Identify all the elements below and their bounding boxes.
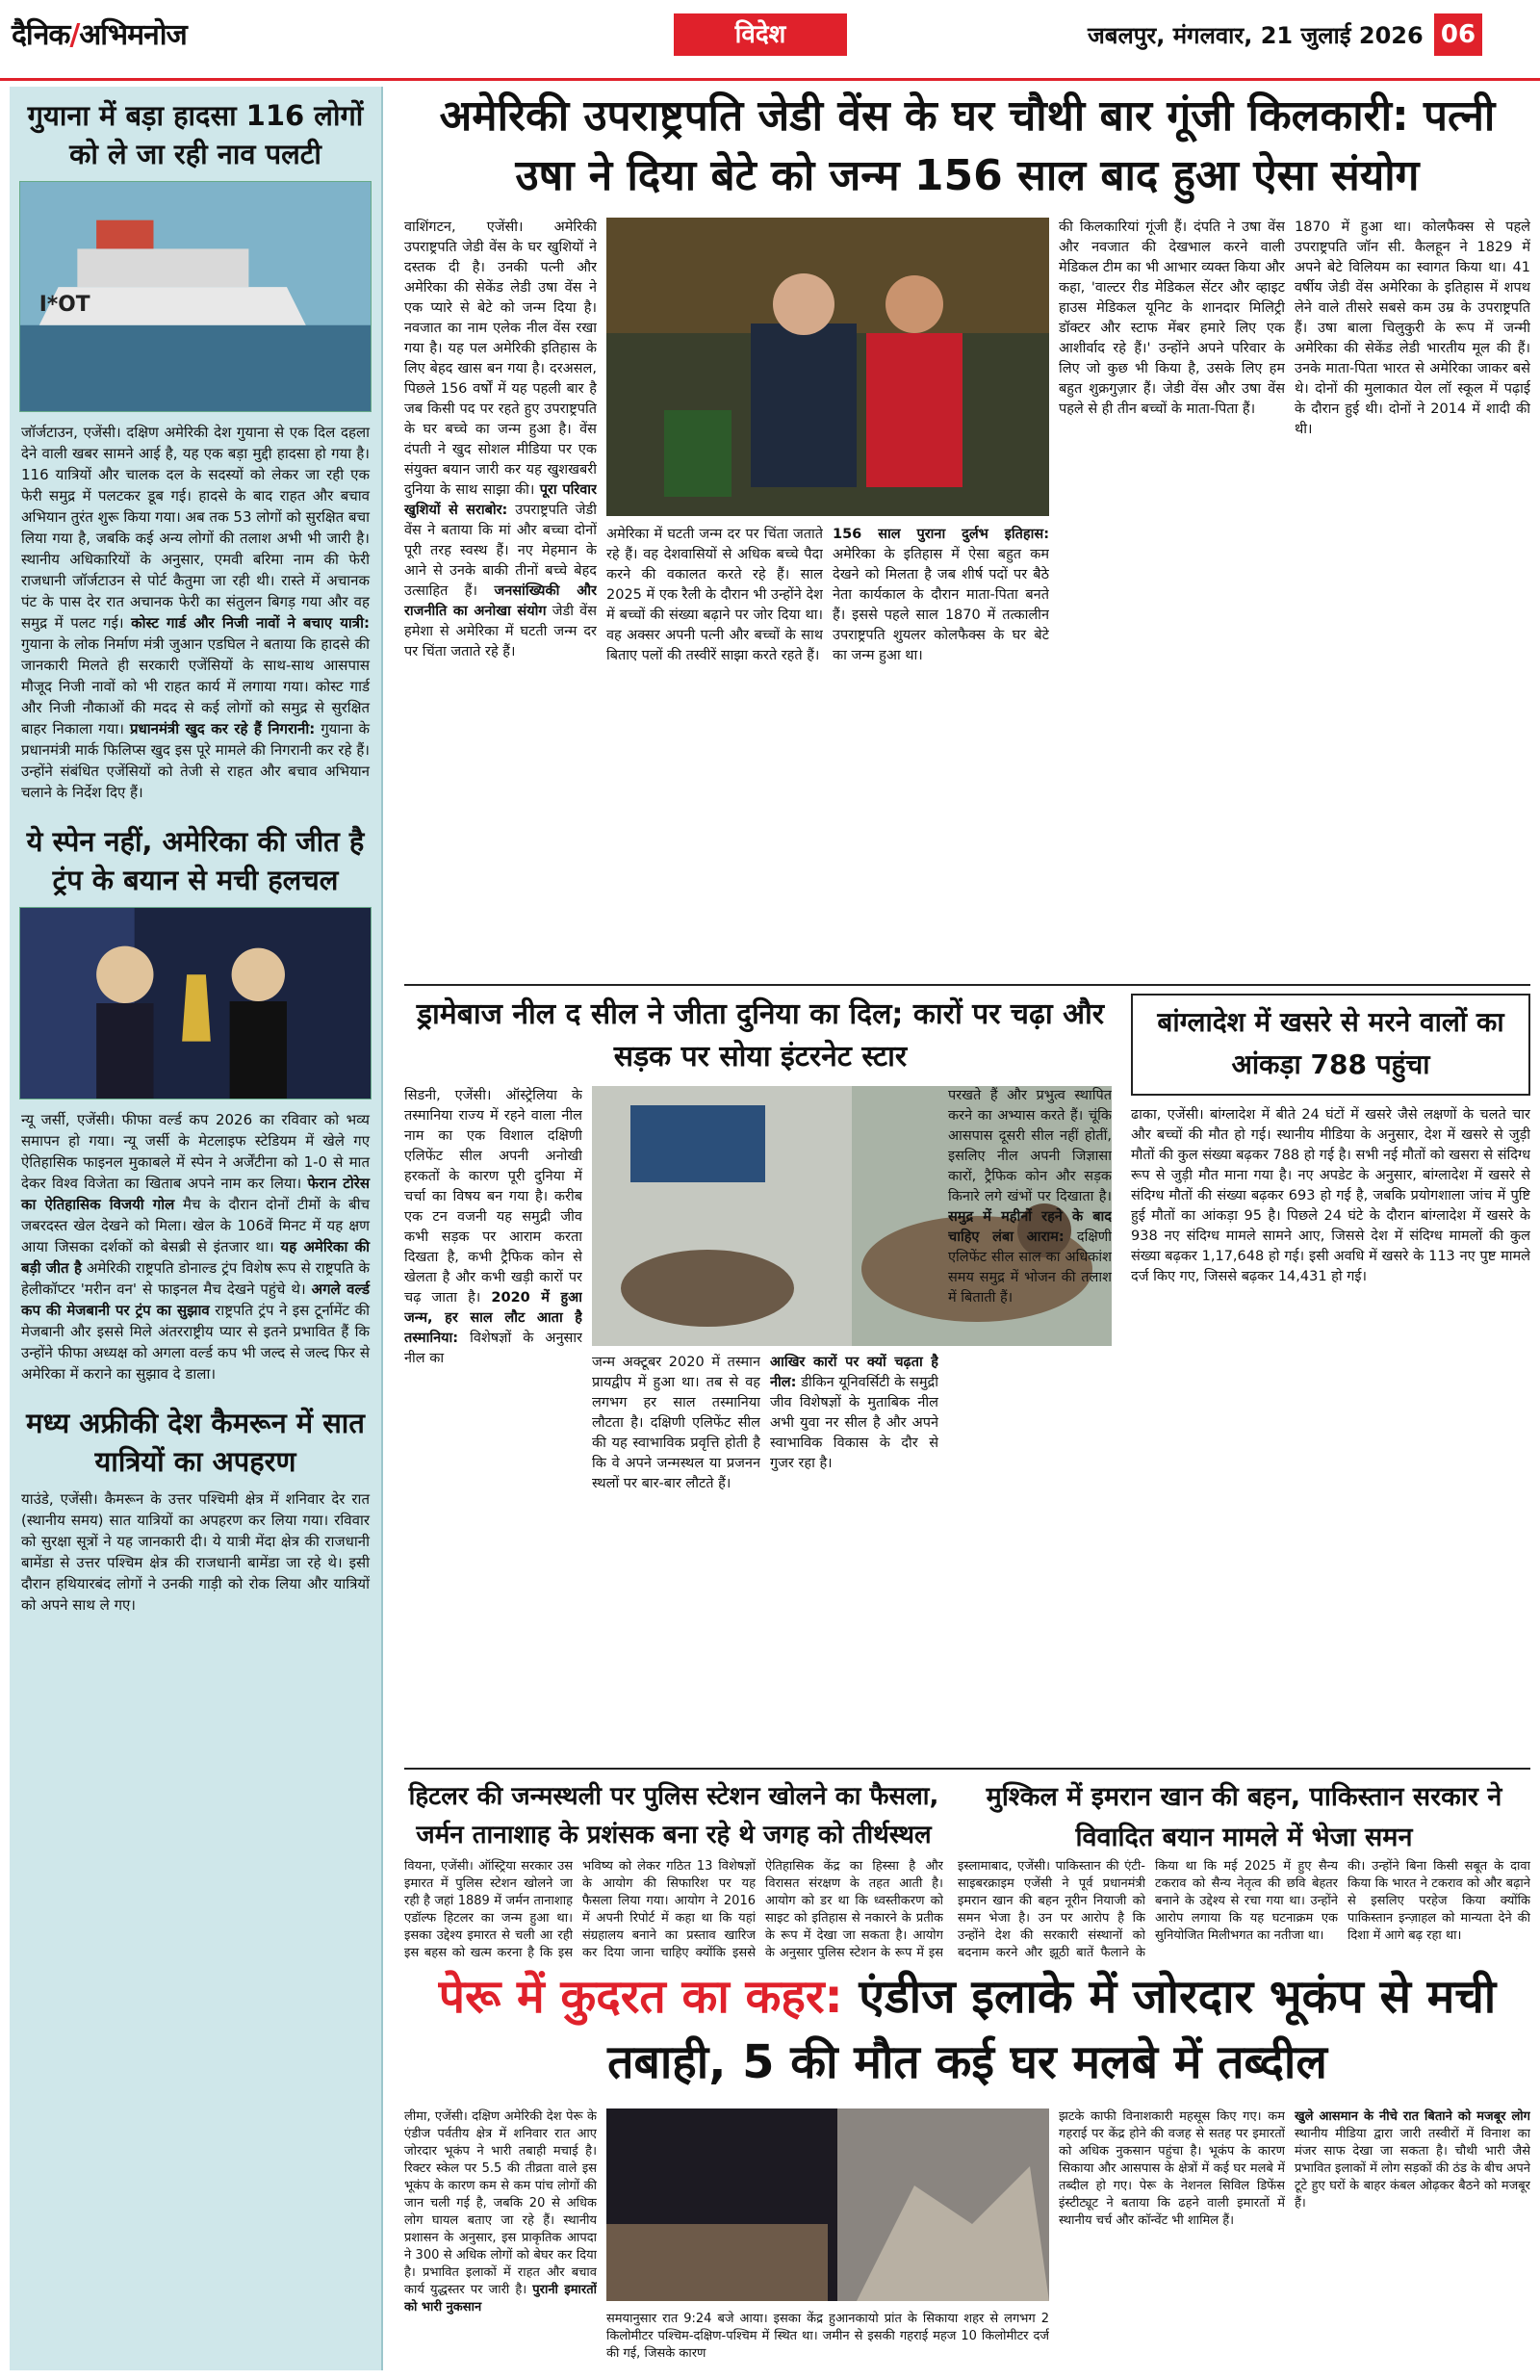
vance-col-3-text: अमेरिका के इतिहास में ऐसा बहुत कम देखने को मिलता है जब शीर्ष पदों पर बैठे नेता कार्यकाल के दौरान माता-पिता बनते हैं। इससे पहले साल 1870 में तत्कालीन उपराष्ट्रपति शुयलर कोलफैक्स के घर बेटे का जन्म हुआ था।	[833, 547, 1049, 663]
seal-col-1b-text: विशेषज्ञों के अनुसार नील का	[404, 1331, 582, 1366]
hitler-col-2	[582, 1858, 756, 1959]
peru-col-4	[1295, 2108, 1530, 2368]
peru-col-3	[1059, 2108, 1285, 2368]
guyana-subhead-2: प्रधानमंत्री खुद कर रहे हैं निगरानी:	[129, 720, 316, 737]
bangladesh-body: ढाका, एजेंसी। बांग्लादेश में बीते 24 घंटों में खसरे जैसे लक्षणों के चलते चार और बच्चों की मौत हो गई। स्थानीय मीडिया के अनुसार, देश में खसरे से जुड़ी मौतों की कुल संख्या बढ़कर 788 हो गई है। सभी नई मौतों को खसरा से संदिग्ध रूप से जुड़ी मौत माना गया है। नए अपडेट के अनुसार, बांग्लादेश में खसरे से संदिग्ध मौतों की संख्या बढ़कर 693 हो गई है, जबकि प्रयोगशाला जांच में पुष्टि हुई मौतों का आंकड़ा 95 है। पिछले 24 घंटे के दौरान बांग्लादेश में खसरे के 938 नए संदिग्ध मामले सामने आए, जिससे देश में संदिग्ध मामलों की कुल संख्या बढ़कर 1,17,648 हो गई। इसी अवधि में खसरे के 113 नए पुष्ट मामले दर्ज किए गए, जिससे बढ़कर 14,431 हो गई।	[1131, 1107, 1530, 1284]
logo-part2: अभिमनोज	[79, 18, 187, 52]
vance-col-4: की किलकारियां गूंजी हैं। दंपति ने उषा वेंस और नवजात की देखभाल करने वाली मेडिकल टीम का भी आभार व्यक्त किया और कहा, 'वाल्टर रीड मेडिकल सेंटर और व्हाइट हाउस मेडिकल यूनिट के शानदार मिलिट्री डॉक्टर और स्टाफ मेंबर हमारे लिए एक आशीर्वाद रहे हैं।' उन्होंने अपने परिवार के लिए जो कुछ भी किया है, उसके लिए हम बहुत शुक्रगुज़ार हैं। जेडी वेंस और उषा वेंस पहले से ही तीन बच्चों के माता-पिता हैं।	[1059, 220, 1285, 417]
vance-col-1	[404, 218, 597, 978]
issue-dateline: जबलपुर, मंगलवार, 21 जुलाई 2026	[1088, 22, 1424, 49]
bangladesh-headline: बांग्लादेश में खसरे से मरने वालों का आंकड़ा 788 पहुंचा	[1157, 1006, 1504, 1080]
trump-headline: ये स्पेन नहीं, अमेरिका की जीत है ट्रंप के बयान से मची हलचल	[26, 825, 365, 896]
vance-subhead-1: पूरा परिवार खुशियों से सराबोर:	[404, 482, 597, 518]
imran-col-2-text: किया था कि मई 2025 में हुए सैन्य टकराव को सैन्य नेतृत्व की छवि बेहतर बनाने के उद्देश्य से रचा गया था। उन्होंने आरोप लगाया कि यह घटनाक्रम एक सुनियोजित मिलीभगत का नतीजा था।	[1155, 1859, 1338, 1943]
hitler-col-2-text: भविष्य को लेकर गठित 13 विशेषज्ञों के आयोग की सिफारिश पर यह फैसला लिया गया। आयोग ने 2016 में अपनी रिपोर्ट में कहा था कि यहां संग्रहालय बनाने का प्रस्ताव खारिज कर दिया जाना चाहिए क्योंकि इससे	[582, 1859, 756, 1959]
divider-2	[404, 1768, 1530, 1770]
seal-col-4b-text: दक्षिणी एलिफेंट सील साल का अधिकांश समय समुद्र में भोजन की तलाश में बिताती हैं।	[948, 1229, 1112, 1306]
peru-col-1	[404, 2108, 597, 2368]
imran-col-3-text: की। उन्होंने बिना किसी सबूत के दावा किया कि भारत ने टकराव को और बढ़ाने से इसलिए परहेज किया क्योंकि पाकिस्तान इन्ज़ाहल को मान्यता देने की दिशा में आगे बढ़ रहा था।	[1348, 1859, 1530, 1943]
guyana-body	[10, 422, 381, 813]
peru-col-3-text: झटके काफी विनाशकारी महसूस किए गए। कम गहराई पर केंद्र होने की वजह से सतह पर इमारतों को अधिक नुकसान पहुंचा है। भूकंप के कारण सिकाया और आसपास के क्षेत्रों में कई घर मलबे में तब्दील हो गए। पेरू के नेशनल सिविल डिफेंस इंस्टीट्यूट ने बताया कि ढहने वाली इमारतों में स्थानीय चर्च और कॉन्वेंट भी शामिल हैं।	[1059, 2109, 1285, 2228]
seal-col-4-text: परखते हैं और प्रभुत्व स्थापित करने का अभ्यास करते हैं। चूंकि आसपास दूसरी सील नहीं होतीं, इसलिए नील अपनी जिज्ञासा कारों, ट्रैफिक कोन और सड़क किनारे लगे खंभों पर दिखाता है।	[948, 1088, 1112, 1204]
imran-col-3	[1348, 1858, 1530, 1959]
page-number: 06	[1434, 13, 1482, 56]
masthead	[0, 0, 1540, 81]
trump-trophy-photo	[19, 907, 372, 1099]
vance-col-1c-text: जेडी वेंस हमेशा से अमेरिका में घटती जन्म दर पर चिंता जताते रहे हैं।	[404, 604, 597, 660]
imran-col-2	[1155, 1858, 1338, 1959]
seal-col-3	[770, 1353, 938, 1757]
guyana-subhead-1: कोस्ट गार्ड और निजी नावों ने बचाए यात्री:	[131, 614, 370, 632]
seal-col-1	[404, 1086, 582, 1760]
imran-headline: मुश्किल में इमरान खान की बहन, पाकिस्तान सरकार ने विवादित बयान मामले में भेजा समन	[986, 1782, 1502, 1852]
newspaper-logo	[12, 13, 187, 53]
hitler-col-3-text: ऐतिहासिक केंद्र का हिस्सा है और विरासत संरक्षण के तहत आती है। आयोग को डर था कि ध्वस्तीकरण को साइट को इतिहास से नकारने के प्रतीक के रूप में देखा जा सकता है। आयोग के अनुसार पुलिस स्टेशन के रूप में इस	[765, 1859, 943, 1959]
imran-col-1-text: इस्लामाबाद, एजेंसी। पाकिस्तान की एंटी-साइबरक्राइम एजेंसी ने पूर्व प्रधानमंत्री इमरान खान की बहन नूरीन नियाजी को समन भेजा है। उन पर आरोप है कि उन्होंने देश की सरकारी संस्थानों को बदनाम करने और झूठी बातें फैलाने के	[958, 1859, 1145, 1959]
section-label: विदेश	[674, 13, 847, 56]
hitler-col-1	[404, 1858, 573, 1959]
cameroon-body: याउंडे, एजेंसी। कैमरून के उत्तर पश्चिमी क्षेत्र में शनिवार देर रात (स्थानीय समय) सात यात्रियों का अपहरण कर लिया गया। रविवार को सुरक्षा सूत्रों ने यह जानकारी दी। ये यात्री मेंदा क्षेत्र की राजधानी बामेंडा से उत्तर पश्चिम क्षेत्र की राजधानी बामेंडा जा रहे थे। इसी दौरान हथियारबंद लोगों ने उनकी गाड़ी को रोक लिया और यात्रियों को अपने साथ ले गए।	[21, 1490, 370, 1614]
seal-headline: ड्रामेबाज नील द सील ने जीता दुनिया का दिल; कारों पर चढ़ा और सड़क पर सोया इंटरनेट स्टार	[416, 997, 1105, 1074]
vance-subhead-2: जनसांख्यिकी और राजनीति का अनोखा संयोग	[404, 583, 597, 619]
peru-subhead-1: पुरानी इमारतों को भारी नुकसान	[404, 2283, 597, 2315]
logo-slash: /	[69, 18, 80, 52]
peru-headline	[404, 1964, 1530, 2095]
peru-col-1-text: लीमा, एजेंसी। दक्षिण अमेरिकी देश पेरू के एंडीज पर्वतीय क्षेत्र में शनिवार रात आए जोरदार भूकंप ने भारी तबाही मचाई है। रिक्टर स्केल पर 5.5 की तीव्रता वाले इस भूकंप के कारण कम से कम पांच लोगों की जान चली गई है, जबकि 20 से अधिक लोग घायल बताए जा रहे हैं। स्थानीय प्रशासन के अनुसार, इस प्राकृतिक आपदा ने 300 से अधिक लोगों को बेघर कर दिया है। प्रभावित इलाकों में राहत और बचाव कार्य युद्धस्तर पर जारी है।	[404, 2109, 597, 2297]
peru-headline-rest: एंडीज इलाके में जोरदार भूकंप से मची तबाही, 5 की मौत कई घर मलबे में तब्दील	[607, 1970, 1497, 2089]
peru-earthquake-photo	[606, 2108, 1049, 2301]
vance-col-3	[833, 525, 1049, 977]
seal-subhead-3: समुद्र में महीनों रहने के बाद चाहिए लंबा आराम:	[948, 1209, 1112, 1245]
seal-col-4	[948, 1086, 1112, 1760]
seal-col-3-text: डीकिन यूनिवर्सिटी के समुद्री जीव विशेषज्ञों के मुताबिक नील अभी युवा नर सील है और अपने स्वाभाविक विकास के दौर से गुजर रहा है।	[770, 1375, 938, 1471]
vance-headline: अमेरिकी उपराष्ट्रपति जेडी वेंस के घर चौथी बार गूंजी किलकारी: पत्नी उषा ने दिया बेटे को जन्म 156 साल बाद हुआ ऐसा संयोग	[439, 91, 1496, 200]
seal-subhead-1: 2020 में हुआ जन्म, हर साल लौट आता है तस्मानिया:	[404, 1290, 582, 1346]
trump-text-1: न्यू जर्सी, एजेंसी। फीफा वर्ल्ड कप 2026 का रविवार को भव्य समापन हो गया। न्यू जर्सी के मेटलाइफ स्टेडियम में खेले गए ऐतिहासिक फाइनल मुकाबले में स्पेन ने अर्जेंटीना को 1-0 से मात देकर विश्व विजेता का खिताब अपने नाम कर लिया।	[21, 1111, 370, 1192]
vance-couple-photo	[606, 218, 1049, 516]
seal-subhead-2: आखिर कारों पर क्यों चढ़ता है नील:	[770, 1355, 938, 1390]
trump-text-4: राष्ट्रपति ट्रंप ने इस टूर्नामेंट की मेजबानी और इससे मिले अंतरराष्ट्रीय प्यार से इतने प्रभावित हैं कि उन्होंने फीफा अध्यक्ष को अगला वर्ल्ड कप भी जल्द से जल्द फिर से अमेरिका में कराने का सुझाव दे डाला।	[21, 1302, 370, 1383]
left-sidebar	[10, 87, 383, 2370]
peru-col-2-text: समयानुसार रात 9:24 बजे आया। इसका केंद्र हुआनकायो प्रांत के सिकाया शहर से लगभग 2 किलोमीटर पश्चिम-दक्षिण-पश्चिम में स्थित था। जमीन से इसकी गहराई महज 10 किलोमीटर दर्ज की गई, जिसके कारण	[606, 2312, 1049, 2361]
peru-col-4-text: स्थानीय मीडिया द्वारा जारी तस्वीरों में विनाश का मंजर साफ देखा जा सकता है। चौथी भारी जैसे प्रभावित इलाकों में लोग सड़कों की ठंड के बीच अपने टूटे हुए घरों के बाहर कंबल ओढ़कर बैठने को मजबूर हैं।	[1295, 2127, 1530, 2211]
vance-col-2: अमेरिका में घटती जन्म दर पर चिंता जताते रहे हैं। वह देशवासियों से अधिक बच्चे पैदा करने की वकालत करते रहे हैं। साल 2025 में एक रैली के दौरान भी उन्होंने देश में बच्चों की संख्या बढ़ाने पर जोर दिया था। वह अक्सर अपनी पत्नी और बच्चों के साथ बिताए पलों की तस्वीरें साझा करते रहते हैं।	[606, 527, 823, 663]
divider-1	[404, 984, 1530, 986]
vance-col-1b-text: उपराष्ट्रपति जेडी वेंस ने बताया कि मां और बच्चा दोनों पूरी तरह स्वस्थ हैं। नए मेहमान के आने से उनके बाकी तीनों बच्चे बेहद उत्साहित हैं।	[404, 503, 597, 599]
peru-col-2	[606, 2311, 1049, 2368]
hitler-headline: हिटलर की जन्मस्थली पर पुलिस स्टेशन खोलने का फैसला, जर्मन तानाशाह के प्रशंसक बना रहे थे जगह को तीर्थस्थल	[408, 1782, 939, 1850]
seal-col-2: जन्म अक्टूबर 2020 में तस्मान प्रायद्वीप में हुआ था। तब से वह लगभग हर साल तस्मानिया लौटता है। दक्षिणी एलिफेंट सील की यह स्वाभाविक प्रवृत्ति होती है कि वे अपने जन्मस्थल या प्रजनन स्थलों पर बार-बार लौटते हैं।	[592, 1355, 760, 1491]
trump-subhead-3: अगले वर्ल्ड कप की मेजबानी पर ट्रंप का सुझाव	[21, 1281, 370, 1319]
svg-text:I*OT: I*OT	[38, 292, 90, 317]
trump-subhead-2: यह अमेरिका की बड़ी जीत है	[21, 1238, 371, 1277]
seal-col-1-text: सिडनी, एजेंसी। ऑस्ट्रेलिया के तस्मानिया राज्य में रहने वाला नील नाम का एक विशाल दक्षिणी एलिफेंट सील अपनी अनोखी हरकतों के कारण पूरी दुनिया में चर्चा का विषय बन गया है। करीब एक टन वजनी यह समुद्री जीव कभी सड़क पर आराम करता दिखता है, कभी ट्रैफिक कोन से खेलता है और कभी खड़ी कारों पर चढ़ जाता है।	[404, 1088, 582, 1306]
cameroon-headline: मध्य अफ्रीकी देश कैमरून में सात यात्रियों का अपहरण	[26, 1407, 365, 1478]
trump-body	[10, 1109, 381, 1394]
hitler-col-1-text: वियना, एजेंसी। ऑस्ट्रिया सरकार उस इमारत में पुलिस स्टेशन खोलने जा रही है जहां 1889 में जर्मन तानाशाह एडॉल्फ हिटलर का जन्म हुआ था। इसका उद्देश्य इमारत से चली आ रही इस बहस को खत्म करना है कि इस	[404, 1859, 573, 1959]
peru-subhead-2: खुले आसमान के नीचे रात बिताने को मजबूर लोग	[1295, 2109, 1530, 2124]
vance-subhead-3: 156 साल पुराना दुर्लभ इतिहास:	[833, 527, 1049, 542]
guyana-headline: गुयाना में बड़ा हादसा 116 लोगों को ले जा रही नाव पलटी	[27, 99, 364, 170]
guyana-text-3: गुयाना के प्रधानमंत्री मार्क फिलिप्स खुद इस पूरे मामले की निगरानी कर रहे हैं। उन्होंने संबंधित एजेंसियों को तेजी से राहत और बचाव अभियान चलाने के निर्देश दिए हैं।	[21, 720, 370, 801]
trump-text-2: मैच के दौरान दोनों टीमों के बीच जबरदस्त खेल देखने को मिला। खेल के 106वें मिनट में यह क्षण आया जिसका दर्शकों को बेसब्री से इंतजार था।	[21, 1196, 370, 1255]
hitler-col-3	[765, 1858, 943, 1959]
vance-col-1-text: वाशिंगटन, एजेंसी। अमेरिकी उपराष्ट्रपति जेडी वेंस के घर खुशियों ने दस्तक दी है। उनकी पत्नी और अमेरिका की सेकेंड लेडी उषा वेंस ने एक प्यारे से बेटे को जन्म दिया है। नवजात का नाम एलेक नील वेंस रखा गया है। यह पल अमेरिकी इतिहास के लिए बेहद खास बन गया है। दरअसल, पिछले 156 वर्षों में यह पहली बार है जब किसी पद पर रहते हुए उपराष्ट्रपति के घर बच्चे का जन्म हुआ है। वेंस दंपती ने खुद सोशल मीडिया पर एक संयुक्त बयान जारी कर यह खुशखबरी दुनिया के साथ साझा की।	[404, 220, 597, 498]
imran-col-1	[958, 1858, 1145, 1959]
guyana-ferry-photo	[19, 181, 372, 412]
guyana-text-2: गुयाना के लोक निर्माण मंत्री जुआन एडघिल ने बताया कि हादसे की जानकारी मिलते ही सरकारी एजेंसियों के साथ-साथ आसपास मौजूद निजी नावों को भी राहत कार्य में लगाया गया। कोस्ट गार्ड और निजी नौकाओं की मदद से कई लोगों को समुद्र से सुरक्षित बाहर निकाला गया।	[21, 635, 370, 737]
trump-subhead-1: फेरान टोरेस का ऐतिहासिक विजयी गोल	[21, 1175, 370, 1213]
vance-col-5: 1870 में हुआ था। कोलफैक्स से पहले उपराष्ट्रपति जॉन सी. कैलहून ने 1829 में अपने बेटे विलियम का स्वागत किया था। 41 वर्षीय जेडी वेंस अमेरिका के इतिहास में शपथ लेने वाले तीसरे सबसे कम उम्र के उपराष्ट्रपति हैं। उषा बाला चिलुकुरी के रूप में जन्मी अमेरिका की सेकेंड लेडी भारतीय मूल की हैं। उनके माता-पिता भारत से अमेरिका जाकर बसे थे। दोनों की मुलाकात येल लॉ स्कूल में पढ़ाई के दौरान हुई थी। दोनों ने 2014 में शादी की थी।	[1295, 220, 1530, 437]
bangladesh-headline-box	[1131, 994, 1530, 1096]
guyana-text-1: जॉर्जटाउन, एजेंसी। दक्षिण अमेरिकी देश गुयाना से एक दिल दहला देने वाली खबर सामने आई है, यह एक बड़ा मुद्दी हादसा हो गया है। 116 यात्रियों और चालक दल के सदस्यों को लेकर जा रही एक फेरी समुद्र में पलटकर डूब गई। हादसे के बाद राहत और बचाव अभियान तुरंत शुरू किया गया। अब तक 53 लोगों को सुरक्षित बचा लिया गया है, जबकि कई अन्य लोगों की तलाश अभी भी जारी है। स्थानीय अधिकारियों के अनुसार, एमवी बरिमा नाम की फेरी राजधानी जॉर्जटाउन से पोर्ट कैतुमा जा रही थी। रास्ते में अचानक पंट के पास देर रात अचानक फेरी का संतुलन बिगड़ गया और वह समुद्र में पलट गई।	[21, 424, 370, 632]
logo-part1: दैनिक	[12, 18, 70, 52]
trump-text-3: अमेरिकी राष्ट्रपति डोनाल्ड ट्रंप विशेष रूप से राष्ट्रपति के हेलीकॉप्टर 'मरीन वन' से फाइनल मैच देखने पहुंचे थे।	[21, 1259, 370, 1298]
peru-headline-red: पेरू में कुदरत का कहर:	[438, 1970, 843, 2024]
